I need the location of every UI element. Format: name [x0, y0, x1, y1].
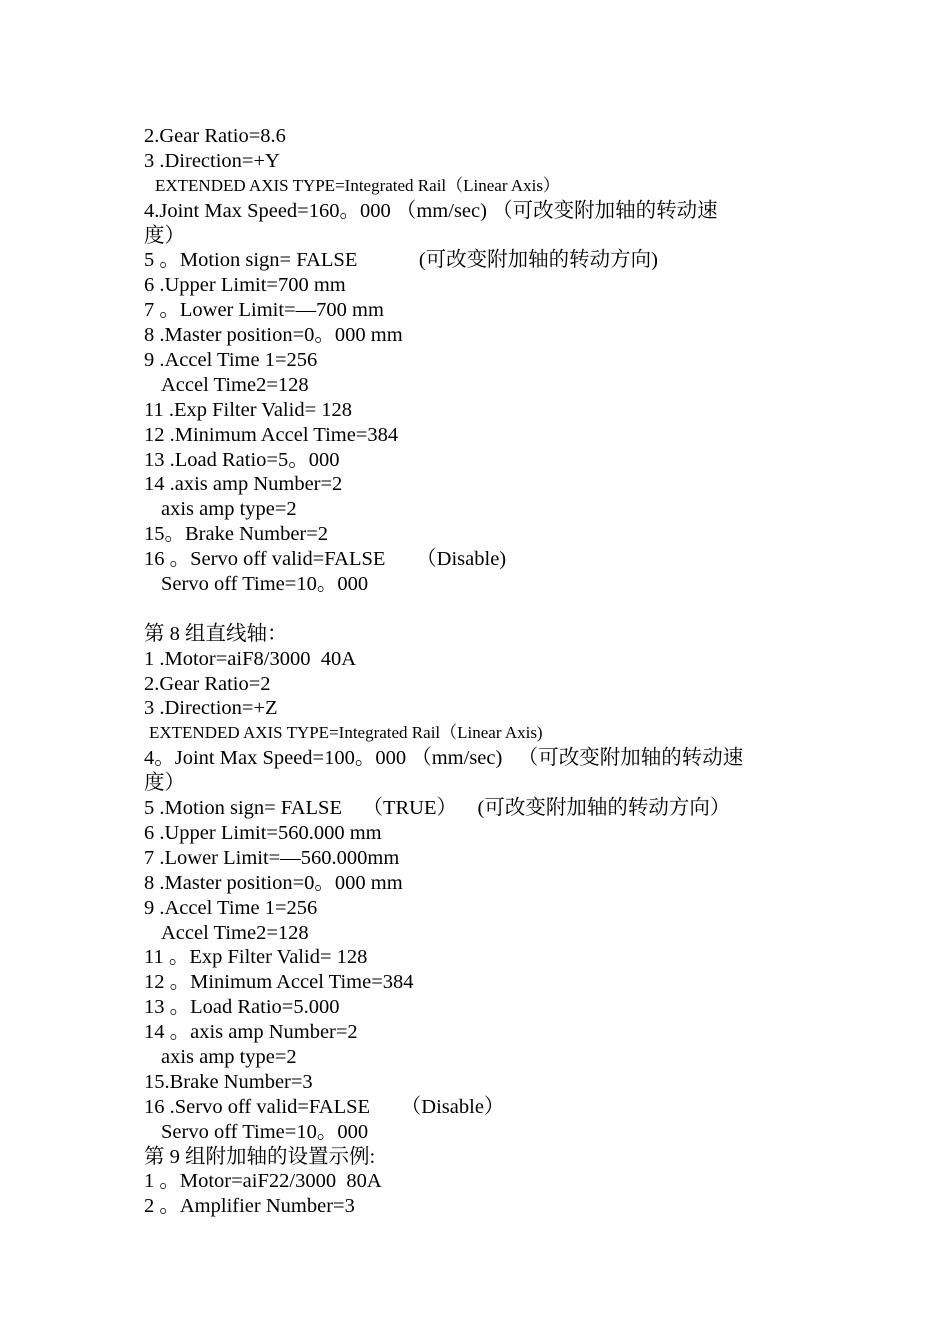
text-line: 6 .Upper Limit=700 mm [144, 274, 346, 297]
text-line: Accel Time2=128 [161, 373, 309, 396]
text-line: axis amp type=2 [161, 1045, 297, 1068]
text-line: 6 .Upper Limit=560.000 mm [144, 821, 382, 844]
text-line: 7 。Lower Limit=—700 mm [144, 299, 384, 322]
text-line: 1 。Motor=aiF22/3000 80A [144, 1170, 382, 1193]
text-line: 13 。Load Ratio=5.000 [144, 996, 340, 1019]
text-line: 14 .axis amp Number=2 [144, 473, 343, 496]
text-line: 8 .Master position=0。000 mm [144, 324, 403, 347]
text-line: 14 。axis amp Number=2 [144, 1021, 358, 1044]
text-line: 第 8 组直线轴： [144, 622, 288, 645]
document-body [144, 124, 824, 1219]
text-line: Accel Time2=128 [161, 921, 309, 944]
text-line: 5 .Motion sign= FALSE （TRUE） (可改变附加轴的转动方向） [144, 797, 731, 820]
blank-line [144, 597, 824, 622]
text-line: Servo off Time=10。000 [161, 1120, 369, 1143]
text-line: EXTENDED AXIS TYPE=Integrated Rail（Linear Axis） [155, 175, 560, 195]
text-line: axis amp type=2 [161, 498, 297, 521]
text-line: EXTENDED AXIS TYPE=Integrated Rail（Linear Axis) [149, 723, 543, 743]
text-line: 16 。Servo off valid=FALSE （Disable) [144, 548, 507, 571]
text-line: 2.Gear Ratio=2 [144, 672, 271, 695]
text-line: 9 .Accel Time 1=256 [144, 896, 318, 919]
text-line: 5 。Motion sign= FALSE (可改变附加轴的转动方向) [144, 249, 659, 272]
text-line: 4.Joint Max Speed=160。000 （mm/sec) （可改变附加轴的转动速 [144, 199, 718, 222]
text-line: 12 。Minimum Accel Time=384 [144, 971, 414, 994]
text-line: 度） [144, 772, 185, 795]
text-line: Servo off Time=10。000 [161, 573, 369, 596]
text-line: 11 .Exp Filter Valid= 128 [144, 398, 353, 421]
text-line: 9 .Accel Time 1=256 [144, 349, 318, 372]
text-line: 16 .Servo off valid=FALSE （Disable） [144, 1095, 505, 1118]
text-line: 3 .Direction=+Y [144, 149, 280, 172]
text-line: 7 .Lower Limit=—560.000mm [144, 846, 400, 869]
text-line: 2 。Amplifier Number=3 [144, 1195, 355, 1218]
text-line: 15。Brake Number=2 [144, 523, 329, 546]
text-line: 4。Joint Max Speed=100。000 （mm/sec) （可改变附加轴的转动速 [144, 747, 744, 770]
text-line: 3 .Direction=+Z [144, 697, 278, 720]
text-line: 8 .Master position=0。000 mm [144, 871, 403, 894]
text-line: 2.Gear Ratio=8.6 [144, 125, 286, 147]
text-line: 1 .Motor=aiF8/3000 40A [144, 647, 357, 670]
text-line: 13 .Load Ratio=5。000 [144, 448, 340, 471]
text-line: 度） [144, 224, 185, 247]
text-line: 第 9 组附加轴的设置示例: [144, 1145, 376, 1168]
text-line: 15.Brake Number=3 [144, 1070, 313, 1093]
text-line: 11 。Exp Filter Valid= 128 [144, 946, 368, 969]
text-line: 12 .Minimum Accel Time=384 [144, 423, 399, 446]
